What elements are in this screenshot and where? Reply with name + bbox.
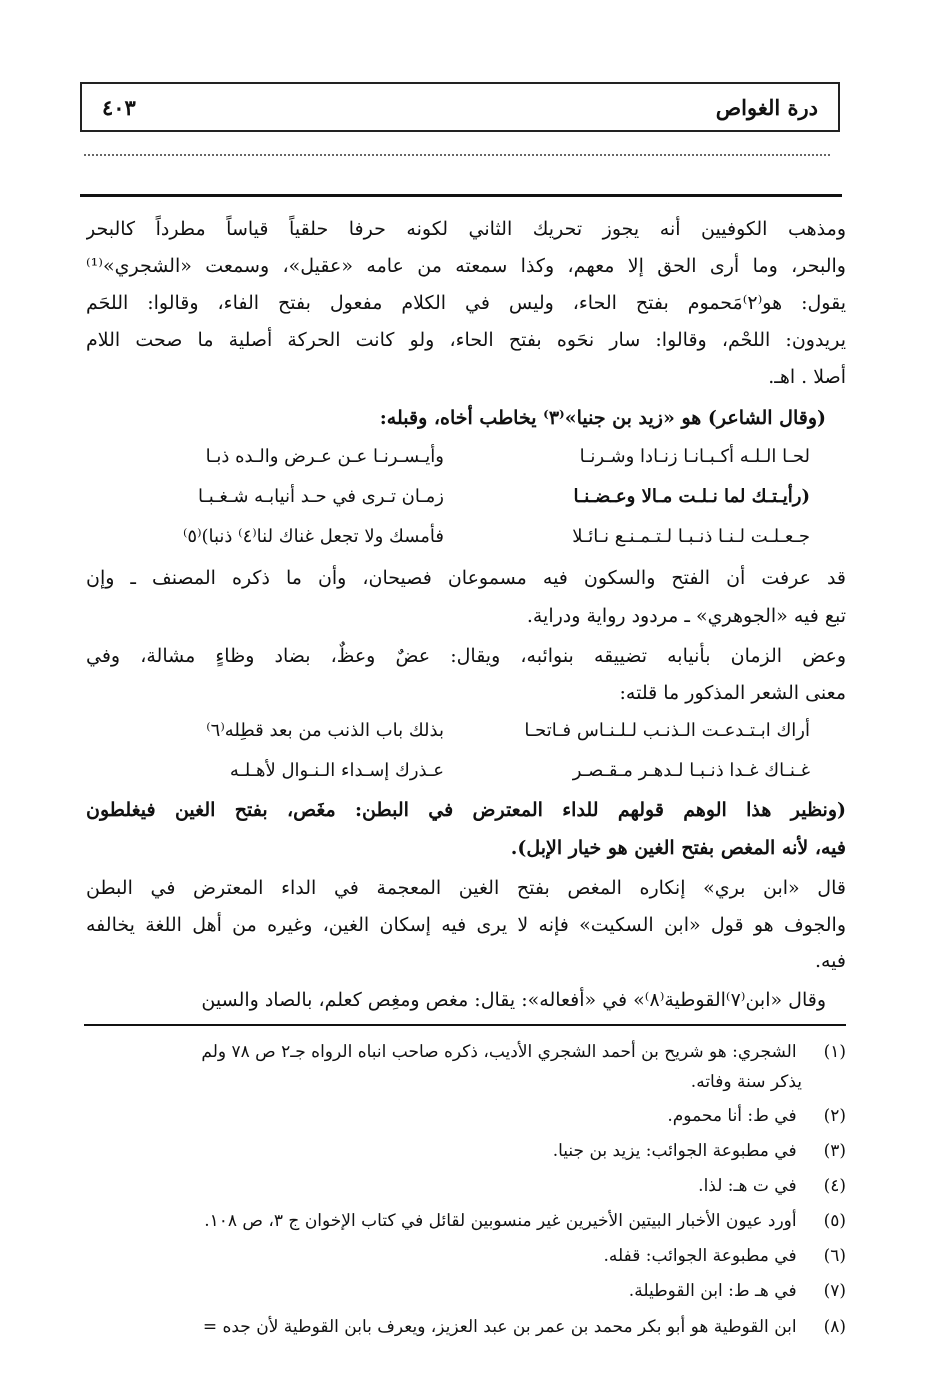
body-line: فيه. <box>814 950 846 972</box>
footnote-number: (٤) <box>823 1176 846 1196</box>
footnote-number: (٨) <box>823 1317 846 1337</box>
verse-hemistich-right: لحـا الـلـه أكـبـانـا زنـادا وشـرنـا <box>579 446 810 467</box>
footnote-rule <box>84 1024 846 1026</box>
footnote-text: يذكر سنة وفاته. <box>690 1072 802 1092</box>
verse-hemistich-right: جـعـلـت لـنـا ذنـبـا لـتـمـنـع نـائـلا <box>572 526 810 547</box>
body-line: قال «ابن بري» إنكاره المغص بفتح الغين المعجمة في الداء المعترض في البطن <box>86 877 846 899</box>
footnote <box>76 1277 846 1307</box>
footnote-text: في هـ ط: ابن القوطيلة. <box>628 1281 797 1301</box>
body-line: قد عرفت أن الفتح والسكون فيه مسموعان فصيحان، وأن ما ذكره المصنف ـ وإن <box>86 567 846 589</box>
page-number: ٤٠٣ <box>102 94 136 120</box>
quoted-line: فيه، لأنه المغص بفتح الغين هو خيار الإبل). <box>510 837 846 859</box>
dotted-separator <box>84 146 830 156</box>
body-line: ومذهب الكوفيين أنه يجوز تحريك الثاني لكونه حرفا حلقياً قياساً مطرداً كالبحر <box>86 218 846 240</box>
verse-hemistich-right: غـنـاك غـدا ذنـبـا لـدهـر مـقـصـر <box>572 760 810 781</box>
footnote-number: (٥) <box>823 1211 846 1231</box>
running-title: درة الغواص <box>715 94 818 120</box>
footnote <box>76 1172 846 1202</box>
footnote <box>76 1137 846 1167</box>
footnote <box>76 1313 846 1343</box>
body-line: وعض الزمان بأنيابه تضييقه بنوائبه، ويقال: عضٌ وعظٌ، بضاد وظاءٍ مشالة، وفي <box>86 645 846 667</box>
verse-hemistich-left: عـذرك إسـداء الـنـوال لأهـلـه <box>229 760 444 781</box>
footnote-continuation <box>76 1068 802 1098</box>
body-line: يقول: هو⁽٢⁾مَحموم بفتح الحاء، وليس في الكلام مفعول بفتح الفاء، وقالوا: اللحَم <box>86 292 846 314</box>
footnote-text: أورد عيون الأخبار البيتين الأخيرين غير منسوبين لقائل في كتاب الإخوان ج ٣، ص ١٠٨. <box>204 1211 797 1231</box>
body-line: معنى الشعر المذكور ما قلته: <box>619 682 846 704</box>
body-line: يريدون: اللحْم، وقالوا: سار نحَوه بفتح الحاء، ولو كانت الحركة أصلية ما صحت اللام <box>86 329 846 351</box>
footnote-text: في مطبوعة الجوائب: قفله. <box>603 1246 797 1266</box>
footnote <box>76 1038 846 1068</box>
poet-intro: (وقال الشاعر) هو «زيد بن جنيا»⁽٣⁾ يخاطب أخاه، وقبله: <box>379 407 826 429</box>
running-header <box>80 82 840 132</box>
footnote <box>76 1207 846 1237</box>
verse-hemistich-right: أراك ابـتـدعـت الـذنـب لـلـنـاس فـاتحـا <box>524 720 810 741</box>
body-line: أصلا . اهـ. <box>768 366 846 388</box>
verse-hemistich-left: بذلك باب الذنب من بعد قطِله⁽٦⁾ <box>206 720 444 741</box>
verse-hemistich-left: وأيـسـرنـا عـن عـرض والـده ذبـا <box>205 446 444 467</box>
footnote-number: (٢) <box>823 1106 846 1126</box>
body-line: والبحر، وما أرى الحق إلا معهم، وكذا سمعته من عامه «عقيل»، وسمعت «الشجري»⁽¹⁾ <box>86 255 846 277</box>
verse-hemistich-left: زمـان تـرى في حـد أنيابـه شـغـبـا <box>197 486 444 507</box>
header-rule <box>80 194 842 197</box>
quoted-line: (ونظير هذا الوهم قولهم للداء المعترض في البطن: مغَص، بفتح الغين فيغلطون <box>86 799 846 821</box>
footnote-number: (١) <box>823 1042 846 1062</box>
body-line: وقال «ابن⁽٧⁾القوطية⁽٨⁾» في «أفعاله»: يقال: مغص ومغِص كعلم، بالصاد والسين <box>201 989 826 1011</box>
footnote <box>76 1102 846 1132</box>
footnote-text: ابن القوطية هو أبو بكر محمد بن عمر بن عبد العزيز، ويعرف بابن القوطية لأن جده = <box>202 1317 797 1337</box>
verse-hemistich-right: (رأيـتـك لما نـلـت مـالا وعـضـنـا <box>573 486 810 507</box>
footnote-text: في مطبوعة الجوائب: يزيد بن جنيا. <box>552 1141 797 1161</box>
footnote-text: في ط: أنا محموم. <box>667 1106 797 1126</box>
footnote-number: (٦) <box>823 1246 846 1266</box>
footnote-number: (٧) <box>823 1281 846 1301</box>
footnote <box>76 1242 846 1272</box>
footnote-number: (٣) <box>823 1141 846 1161</box>
verse-hemistich-left: فأمسك ولا تجعل غناك لنا⁽٤⁾ ذنبا)⁽٥⁾ <box>182 526 444 547</box>
body-line: تبع فيه «الجوهري» ـ مردود رواية ودراية. <box>526 605 846 627</box>
body-line: والجوف هو قول «ابن السكيت» فإنه لا يرى فيه إسكان الغين، وغيره من أهل اللغة يخالفه <box>86 914 846 936</box>
footnote-text: في ت هـ: لذا. <box>698 1176 797 1196</box>
footnote-text: الشجري: هو شريح بن أحمد الشجري الأديب، ذكره صاحب انباه الرواه جـ٢ ص ٧٨ ولم <box>201 1042 797 1062</box>
